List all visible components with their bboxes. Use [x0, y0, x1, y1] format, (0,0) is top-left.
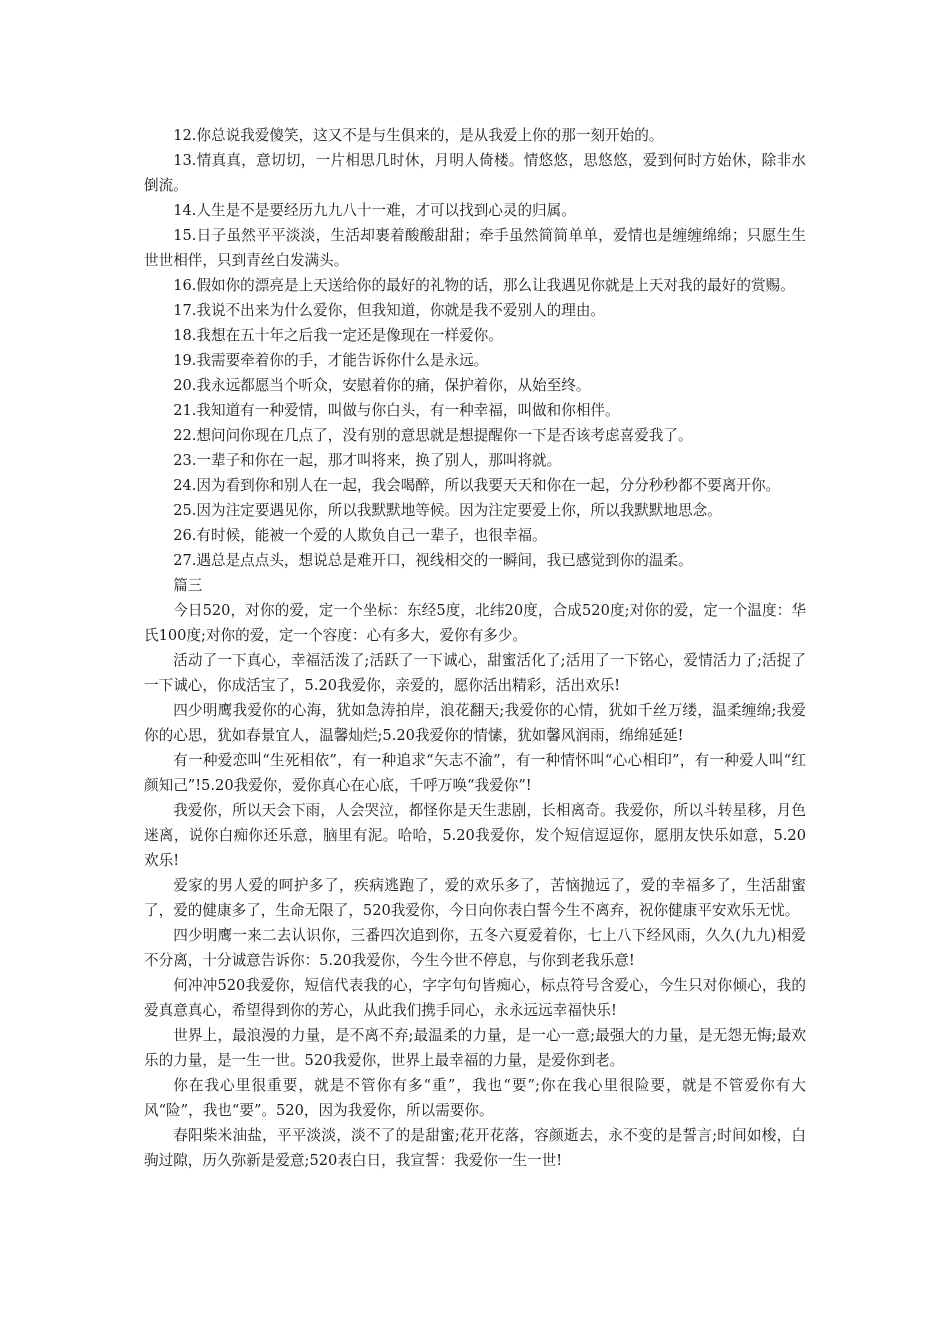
list-item: 18.我想在五十年之后我一定还是像现在一样爱你。	[173, 327, 503, 344]
list-item: 15.日子虽然平平淡淡，生活却裹着酸酸甜甜；牵手虽然简简单单，爱情也是缠缠绵绵；只愿生生世世相伴，只到青丝白发满头。	[144, 227, 806, 269]
list-item: 20.我永远都愿当个听众，安慰着你的痛，保护着你，从始至终。	[173, 377, 591, 394]
paragraph: 四少明鹰我爱你的心海，犹如急涛拍岸，浪花翻天;我爱你的心情，犹如千丝万缕，温柔缠绵;我爱你的心思，犹如春景宜人，温馨灿烂;5.20我爱你的情愫，犹如馨风润雨，绵绵延延!	[144, 702, 806, 744]
list-item: 14.人生是不是要经历九九八十一难，才可以找到心灵的归属。	[173, 202, 576, 219]
paragraph: 活动了一下真心，幸福活泼了;活跃了一下诚心，甜蜜活化了;活用了一下铭心，爱情活力了;活捉了一下诚心，你成活宝了，5.20我爱你，亲爱的，愿你活出精彩，活出欢乐!	[144, 652, 806, 694]
paragraph: 春阳柴米油盐，平平淡淡，淡不了的是甜蜜;花开花落，容颜逝去，永不变的是誓言;时间如梭，白驹过隙，历久弥新是爱意;520表白日，我宣誓：我爱你一生一世!	[144, 1127, 806, 1169]
list-item: 21.我知道有一种爱情，叫做与你白头，有一种幸福，叫做和你相伴。	[173, 402, 620, 419]
list-item: 12.你总说我爱傻笑，这又不是与生俱来的，是从我爱上你的那一刻开始的。	[173, 127, 664, 144]
paragraph: 爱家的男人爱的呵护多了，疾病逃跑了，爱的欢乐多了，苦恼抛远了，爱的幸福多了，生活甜蜜了，爱的健康多了，生命无限了，520我爱你，今日向你表白誓今生不离弃，祝你健康平安欢乐无忧。	[144, 877, 806, 919]
paragraph: 何冲冲520我爱你，短信代表我的心，字字句句皆痴心，标点符号含爱心，今生只对你倾心，我的爱真意真心，希望得到你的芳心，从此我们携手同心，永永远远幸福快乐!	[144, 977, 806, 1019]
list-item: 27.遇总是点点头，想说总是难开口，视线相交的一瞬间，我已感觉到你的温柔。	[173, 552, 693, 569]
section-heading: 篇三	[173, 577, 203, 594]
paragraph: 你在我心里很重要，就是不管你有多“重”，我也“要”;你在我心里很险要，就是不管爱你有大风“险”，我也“要”。520，因为我爱你，所以需要你。	[144, 1077, 806, 1119]
paragraph: 四少明鹰一来二去认识你，三番四次追到你，五冬六夏爱着你，七上八下经风雨，久久(九九)相爱不分离，十分诚意告诉你：5.20我爱你，今生今世不停息，与你到老我乐意!	[144, 927, 806, 969]
paragraph: 今日520，对你的爱，定一个坐标：东经5度，北纬20度，合成520度;对你的爱，定一个温度：华氏100度;对你的爱，定一个容度：心有多大，爱你有多少。	[144, 602, 806, 644]
list-item: 26.有时候，能被一个爱的人欺负自己一辈子，也很幸福。	[173, 527, 547, 544]
paragraph: 我爱你，所以天会下雨，人会哭泣，都怪你是天生悲剧，长相离奇。我爱你，所以斗转星移，月色迷离，说你白痴你还乐意，脑里有泥。哈哈，5.20我爱你，发个短信逗逗你，愿朋友快乐如意，5.20欢乐!	[144, 802, 806, 869]
list-item: 13.情真真，意切切，一片相思几时休，月明人倚楼。情悠悠，思悠悠，爱到何时方始休，除非水倒流。	[144, 152, 806, 194]
paragraph: 有一种爱恋叫“生死相依”，有一种追求“矢志不渝”，有一种情怀叫“心心相印”，有一种爱人叫“红颜知己”!5.20我爱你，爱你真心在心底，千呼万唤“我爱你”!	[144, 752, 806, 794]
document-body	[144, 123, 806, 1173]
list-item: 17.我说不出来为什么爱你，但我知道，你就是我不爱别人的理由。	[173, 302, 606, 319]
list-item: 24.因为看到你和别人在一起，我会喝醉，所以我要天天和你在一起，分分秒秒都不要离开你。	[173, 477, 781, 494]
list-item: 25.因为注定要遇见你，所以我默默地等候。因为注定要爱上你，所以我默默地思念。	[173, 502, 722, 519]
list-item: 16.假如你的漂亮是上天送给你的最好的礼物的话，那么让我遇见你就是上天对我的最好的赏赐。	[173, 277, 795, 294]
list-item: 22.想问问你现在几点了，没有别的意思就是想提醒你一下是否该考虑喜爱我了。	[173, 427, 693, 444]
paragraph: 世界上，最浪漫的力量，是不离不弃;最温柔的力量，是一心一意;最强大的力量，是无怨无悔;最欢乐的力量，是一生一世。520我爱你，世界上最幸福的力量，是爱你到老。	[144, 1027, 806, 1069]
list-item: 19.我需要牵着你的手，才能告诉你什么是永远。	[173, 352, 489, 369]
list-item: 23.一辈子和你在一起，那才叫将来，换了别人，那叫将就。	[173, 452, 562, 469]
